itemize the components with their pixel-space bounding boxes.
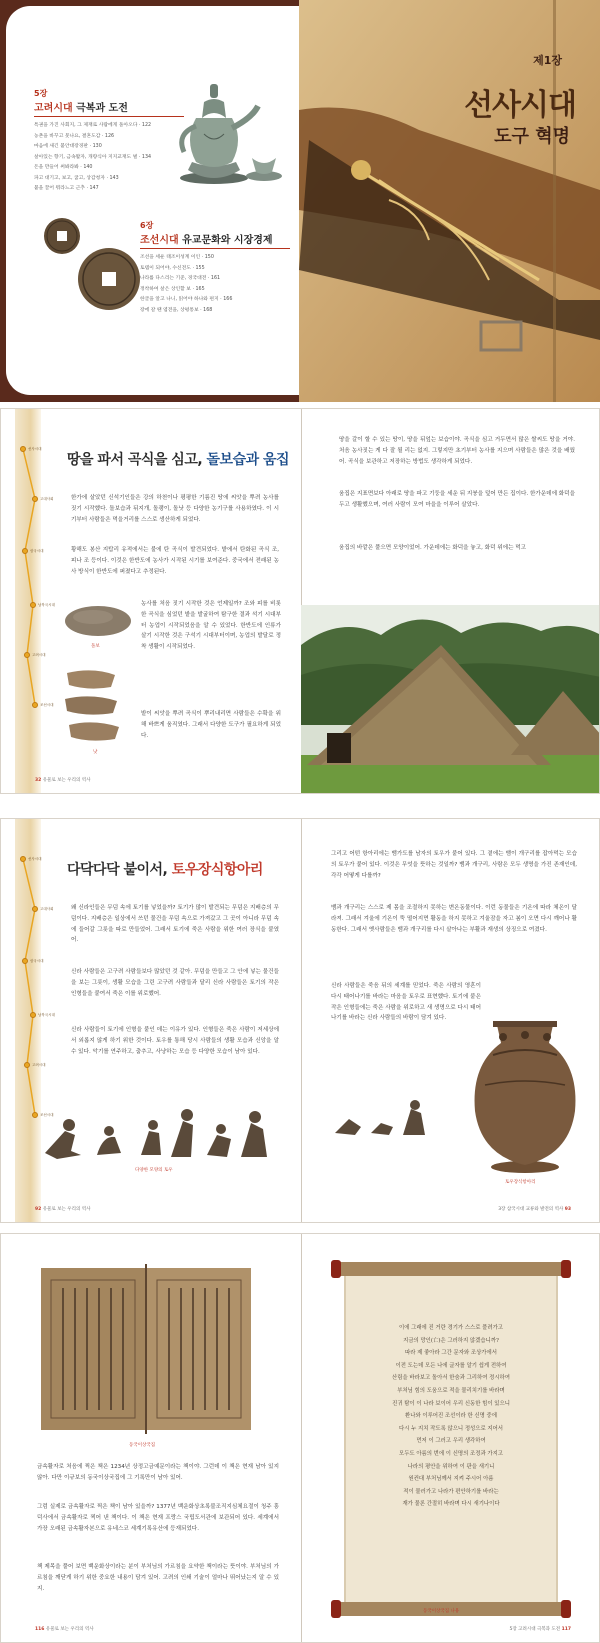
scroll-line: 모두도 아름의 번에 이 신명의 조정과 가지고 <box>398 1450 503 1457</box>
list-item: 불을 끌어 뭐라느고 근추 · 147 <box>34 186 99 191</box>
caption-jar: 토우장식항아리 <box>505 1180 536 1185</box>
list-item: 나라를 다스리는 기준, 경국대전 · 161 <box>140 276 221 281</box>
timeline-dot <box>32 496 38 502</box>
scroll-line: 부처님 힘의 도움으로 적을 물리치기를 바라며 <box>397 1387 505 1394</box>
toc-chapter-6-era: 조선시대 <box>140 235 179 246</box>
spread-printing <box>0 1233 600 1643</box>
timeline-label: 고려시대 <box>32 653 46 657</box>
book-title: 유물로 보는 우리의 역사 <box>42 778 91 783</box>
timeline-dot <box>32 1112 38 1118</box>
paragraph: 신라 사람들은 죽음 뒤의 세계를 믿었다. 죽은 사람의 영혼이 다시 태어나기를 바라는 마음을 토우로 표현했다. 토기에 붙은 작은 인형들에는 죽은 사람을 위로하고 새 생명으로 다시 태어나기를 바라는 신라 사람들의 바람이 담겨 있다. <box>331 983 481 1022</box>
paragraph: 그럼 실제로 금속활자로 찍은 책이 남아 있을까? 1377년 백운화상초록불조직지심체요절이 청주 흥덕사에서 금속활자로 찍어 낸 책이다. 이 책은 현재 프랑스 국립도서관에 보관되어 있다. 세계에서 가장 오래된 금속활자본으로 유네스코 세계기록유산에 등재되었다. <box>37 1504 279 1532</box>
pottery-right-page <box>301 819 600 1222</box>
toc-chapter-6 <box>140 220 290 316</box>
section-title-plain: 땅을 파서 곡식을 심고, <box>67 452 203 468</box>
list-item: 토템이 되어야, 수신전도 · 155 <box>140 265 205 271</box>
list-item: 파고 대기고, 보고, 굽고, 상감청자 · 143 <box>34 175 119 181</box>
chapter-running-head: 3장 삼국시대 교류와 발전의 역사 <box>498 1207 564 1212</box>
toc-chapter-5 <box>34 88 184 195</box>
paragraph: 황해도 봉산 지탑리 유적에서는 불에 탄 곡식이 발견되었다. 밭에서 탄화된 곡식 조, 피나 조 등이다. 이것은 한반도에 농사가 시작된 시기를 보여준다. 중국에서 전래된 농사 방식이 한반도에 퍼졌다고 추정된다. <box>71 547 279 575</box>
pottery-left-page <box>1 819 301 1222</box>
page-number: 32 <box>35 778 42 783</box>
scroll-line: 산림을 바라보고 돌아서 한숨과 그리하여 정시하여 <box>392 1375 510 1382</box>
paragraph: 뱀과 개구리는 스스로 제 몸을 조절하지 못하는 변온동물이다. 이런 동물들은 기온에 따라 체온이 달라져. 그래서 겨울에 기온이 뚝 떨어지면 활동을 하지 못하고 겨울잠을 자고 봄이 오면 다시 깨어나 활동한다. 그래서 옛사람들은 뱀과 개구리를 다시 살아나는 부활과 재생의 상징으로 여겼다. <box>331 905 577 933</box>
timeline-dot <box>32 702 38 708</box>
scroll-line: 적이 물러가고 나라가 편안하기를 바라는 <box>403 1488 499 1495</box>
caption-figurines: 다양한 모양의 토우 <box>135 1168 173 1173</box>
timeline-dot <box>30 1012 36 1018</box>
page-number: 116 <box>35 1627 45 1632</box>
scroll-line: 따라 제 좋아라 그간 문자와 조상가에서 <box>405 1350 497 1357</box>
timeline-label: 조선시대 <box>40 703 54 707</box>
era-timeline <box>9 409 45 793</box>
timeline-label: 남북국시대 <box>38 1013 55 1017</box>
toc-chapter-6-title <box>140 231 290 249</box>
scroll-line: 재가 물론 간절히 바라며 다시 새기나이다 <box>402 1501 500 1508</box>
toc-chapter-5-list <box>34 121 184 195</box>
timeline-label: 삼국시대 <box>30 959 44 963</box>
paragraph: 신라 사람들은 고구려 사람들보다 많았던 것 같아. 무덤을 만들고 그 안에 넣는 물건들을 보는 그릇이, 생활 모습을 그린 고구려 사람들과 달리 신라 사람들은 토기의 작은 인형들을 붙여서 죽은 이를 위로했어. <box>71 969 279 997</box>
paragraph: 한가에 살았던 신석기인들은 강의 하천이나 평평한 기름진 땅에 씨앗을 뿌려 농사를 짓기 시작했다. 돌보습과 뒤지개, 돌괭이, 돌낫 등 다양한 농기구를 사용하였다. 이 시기부터 사람들은 먹을거리를 스스로 생산하게 되었다. <box>71 495 279 523</box>
list-item: 돈을 만들어 써봐라봐 · 140 <box>34 165 93 170</box>
spread-farming <box>0 408 600 794</box>
old-book-photo <box>41 1264 251 1434</box>
scroll-line: 나라의 평안을 위하여 이 판을 새기니 <box>407 1463 495 1470</box>
spread-pottery <box>0 818 600 1223</box>
scroll-line: 진귀 탐이 이 나라 보이어 우리 신동한 힘이 있으니 <box>392 1400 510 1407</box>
stone-plow-image <box>63 603 133 639</box>
paragraph: 움집의 바깥은 풀으면 모양이었어. 가운데에는 화덕을 놓고, 화덕 위에는 먹고 <box>339 545 527 551</box>
scroll-line: 이전 도는데 모든 나에 글자를 알기 쉽게 전하여 <box>395 1362 507 1369</box>
book-title: 유물로 보는 우리의 역사 <box>42 1207 91 1212</box>
clay-figurine-group-image <box>331 1097 431 1137</box>
list-item: 장에 갈 땐 엽전을, 상평통보 · 168 <box>140 307 213 313</box>
section-title-highlight: 돌보습과 움집 <box>206 452 290 468</box>
paragraph: 왜 신라인들은 무덤 속에 토기를 넣었을까? 토기가 많이 발견되는 무덤은 지배층의 무덤이다. 지배층은 일상에서 쓰던 물건을 무덤 속으로 가져갔고 그 곳이 아니라 무덤 속에 들어갈 그릇을 따로 만들었어. 그래서 토기에 죽은 사람을 위한 여러 장식을 붙였어. <box>71 905 279 944</box>
timeline-label: 고려시대 <box>32 1063 46 1067</box>
paragraph: 움집은 지표면보다 아래로 땅을 파고 기둥을 세운 뒤 지붕을 덮어 만든 집이다. 한가운데에 화덕을 두고 생활했으며, 여러 사람이 모여 마을을 이루어 살았다. <box>339 491 575 508</box>
timeline-label: 조선시대 <box>40 1113 54 1117</box>
chapter-running-head: 5장 고려시대 극복과 도전 <box>509 1627 561 1632</box>
paragraph: 신라 사람들이 토기에 인형을 붙인 데는 이유가 있다. 인형들은 죽은 사람이 저세상에서 외롭지 않게 하기 위한 것이다. 토우를 통해 당시 사람들의 생활 모습과 신앙을 알 수 있다. 악기를 연주하고, 춤추고, 사냥하는 모습 등 다양한 모습이 남아 있다. <box>71 1027 279 1055</box>
page-number: 93 <box>564 1207 571 1212</box>
paragraph: 책 제목을 풀어 보면 백운화상이라는 분이 부처님의 가르침을 요약한 책이라는 뜻이야. 부처님의 가르침을 깨닫게 하기 위한 중요한 내용이 담겨 있어. 고려의 인쇄 기술이 얼마나 뛰어났는지 알 수 있지. <box>37 1564 279 1592</box>
list-item: 한글을 알고 나니, 읽어야 하나와 편지 · 166 <box>140 297 233 302</box>
chapter-cover-page <box>299 0 600 402</box>
chapter-subtitle: 도구 혁명 <box>494 126 570 147</box>
paragraph: 금속활자로 처음에 찍은 책은 1234년 상정고금예문이라는 책이야. 그런데 이 책은 현재 남아 있지 않아. 다만 이규보의 동국이상국집에 그 기록만이 남아 있어. <box>37 1464 279 1481</box>
spread-chapter-opener <box>0 0 600 402</box>
scroll-line: 지금의 망인(亡)은 그러하지 않겠습니까? <box>403 1337 499 1344</box>
timeline-dot <box>24 652 30 658</box>
paragraph: 밭이 씨앗을 뿌려 곡식이 뿌리내리면 사람들은 수확을 위해 바쁘게 움직였다. 그래서 다양한 도구가 필요하게 되었다. <box>141 711 281 739</box>
list-item: 살아있는 향기, 금속활자, 개량식아 지지교재도 벌 · 134 <box>34 154 152 160</box>
timeline-dot <box>32 906 38 912</box>
stone-tools-image <box>63 667 123 745</box>
pit-house-photo <box>301 605 600 793</box>
printing-right-page <box>301 1234 600 1642</box>
coin-large-image <box>76 246 142 312</box>
timeline-label: 고대사회 <box>40 497 54 501</box>
section-title-pottery <box>67 859 263 879</box>
paragraph: 그리고 어떤 항아리에는 뱀가도를 남자의 토우가 붙어 있다. 그 곁에는 뱀이 개구리를 잡아먹는 모습의 토우가 붙어 있다. 이것은 무엇을 뜻하는 것일까? 뱀과 개구리, 사람은 모두 생명을 가진 존재인데, 각각 어떻게 다를까? <box>331 851 577 879</box>
scroll-line: 먼저 이 그러고 우리 생각하여 <box>416 1438 486 1445</box>
chapter-label: 제1장 <box>533 54 562 67</box>
folio-left <box>35 777 90 783</box>
toc-chapter-5-subtitle: 극복과 도전 <box>76 103 128 114</box>
toc-chapter-5-title <box>34 99 184 117</box>
timeline-label: 삼국시대 <box>30 549 44 553</box>
list-item: 농촌을 바꾸고 뭇나요, 결혼도감 · 126 <box>34 133 115 139</box>
timeline-label: 선사시대 <box>28 857 42 861</box>
toc-chapter-6-list <box>140 253 290 316</box>
timeline-dot <box>24 1062 30 1068</box>
scroll-line: 환나와 이루어진 조선이라 한 신명 중에 <box>405 1413 497 1420</box>
farming-right-page <box>301 409 600 793</box>
list-item: 특권을 가진 사회지, 그 제재로 사람에게 돌아오다 · 122 <box>34 123 152 128</box>
scroll-line: 이에 그래에 진 거란 경기가 스스로 풀려가고 <box>398 1325 503 1331</box>
paragraph: 농사를 처음 짓기 시작한 것은 언제일까? 조와 피를 비롯한 곡식을 심었던 밭을 발굴하여 탐구한 결과 석기 시대부터 농업이 시작되었음을 알 수 있었다. 한반도에 인류가 살기 시작한 것은 구석기 시대부터이며, 농업의 발달로 정착 생활이 시작되었다. <box>141 601 281 651</box>
chapter-title: 선사시대 <box>464 88 576 123</box>
book-title: 유물로 보는 우리의 역사 <box>45 1627 94 1632</box>
folio-left <box>35 1206 90 1212</box>
timeline-label: 남북국시대 <box>38 603 55 607</box>
scroll-line: 원컨대 부처님께서 지켜 주시어 아름 <box>408 1476 494 1483</box>
scroll-line: 다시 누 지치 작도록 않으니 정성으로 지어서 <box>398 1425 503 1432</box>
timeline-zigzag <box>9 819 49 1222</box>
section-title-plain: 다닥다닥 붙이서, <box>67 862 168 878</box>
timeline-dot <box>22 958 28 964</box>
folio-right <box>498 1206 571 1212</box>
caption-book: 동국이상국집 <box>129 1443 156 1448</box>
farming-left-page <box>1 409 301 793</box>
list-item: 마음에 새긴 불안대장경판 · 130 <box>34 144 102 149</box>
celadon-ewer-image <box>166 78 286 188</box>
page-number: 92 <box>35 1207 42 1212</box>
caption-tools: 낫 <box>93 750 98 755</box>
timeline-label: 고대사회 <box>40 907 54 911</box>
timeline-zigzag <box>9 409 49 793</box>
decorated-jar-image <box>463 1015 587 1175</box>
printing-left-page <box>1 1234 301 1642</box>
list-item: 정착하여 살은 상인할 보 · 165 <box>140 286 205 292</box>
toc-chapter-6-subtitle: 유교문화와 시장경제 <box>182 235 273 246</box>
folio-left <box>35 1626 94 1632</box>
page-number: 117 <box>561 1627 571 1632</box>
toc-chapter-5-era: 고려시대 <box>34 103 73 114</box>
toc-chapter-6-number: 6장 <box>140 221 154 230</box>
scroll-text <box>351 1322 551 1511</box>
folio-right <box>510 1626 571 1632</box>
toc-chapter-5-number: 5장 <box>34 89 48 98</box>
section-title-farming <box>67 449 289 469</box>
timeline-dot <box>22 548 28 554</box>
section-title-highlight: 토우장식항아리 <box>171 862 263 878</box>
toc-page <box>6 6 305 395</box>
clay-figurines-image <box>41 1101 271 1161</box>
caption-scroll: 동국이상국집 나용 <box>423 1609 460 1614</box>
timeline-dot <box>20 856 26 862</box>
caption-stone-plow: 돌보 <box>91 644 100 649</box>
timeline-dot <box>20 446 26 452</box>
era-timeline <box>9 819 45 1222</box>
paragraph: 땅을 갈이 할 수 있는 땅이, 땅을 뒤엎는 보습이야. 곡식을 심고 거두면서 많은 쌀씨도 땅을 거야. 처음 농사짓는 게 다 잘 될 리는 없지. 그렇지만 초기부터 농사를 지으며 사람들은 많은 것을 배웠어. 곡식을 보관하고 저장하는 방법도 생각하게 되었다. <box>339 437 575 465</box>
timeline-label: 선사시대 <box>28 447 42 451</box>
timeline-dot <box>30 602 36 608</box>
list-item: 조선을 세운 태조이성계 이인 · 150 <box>140 255 214 260</box>
